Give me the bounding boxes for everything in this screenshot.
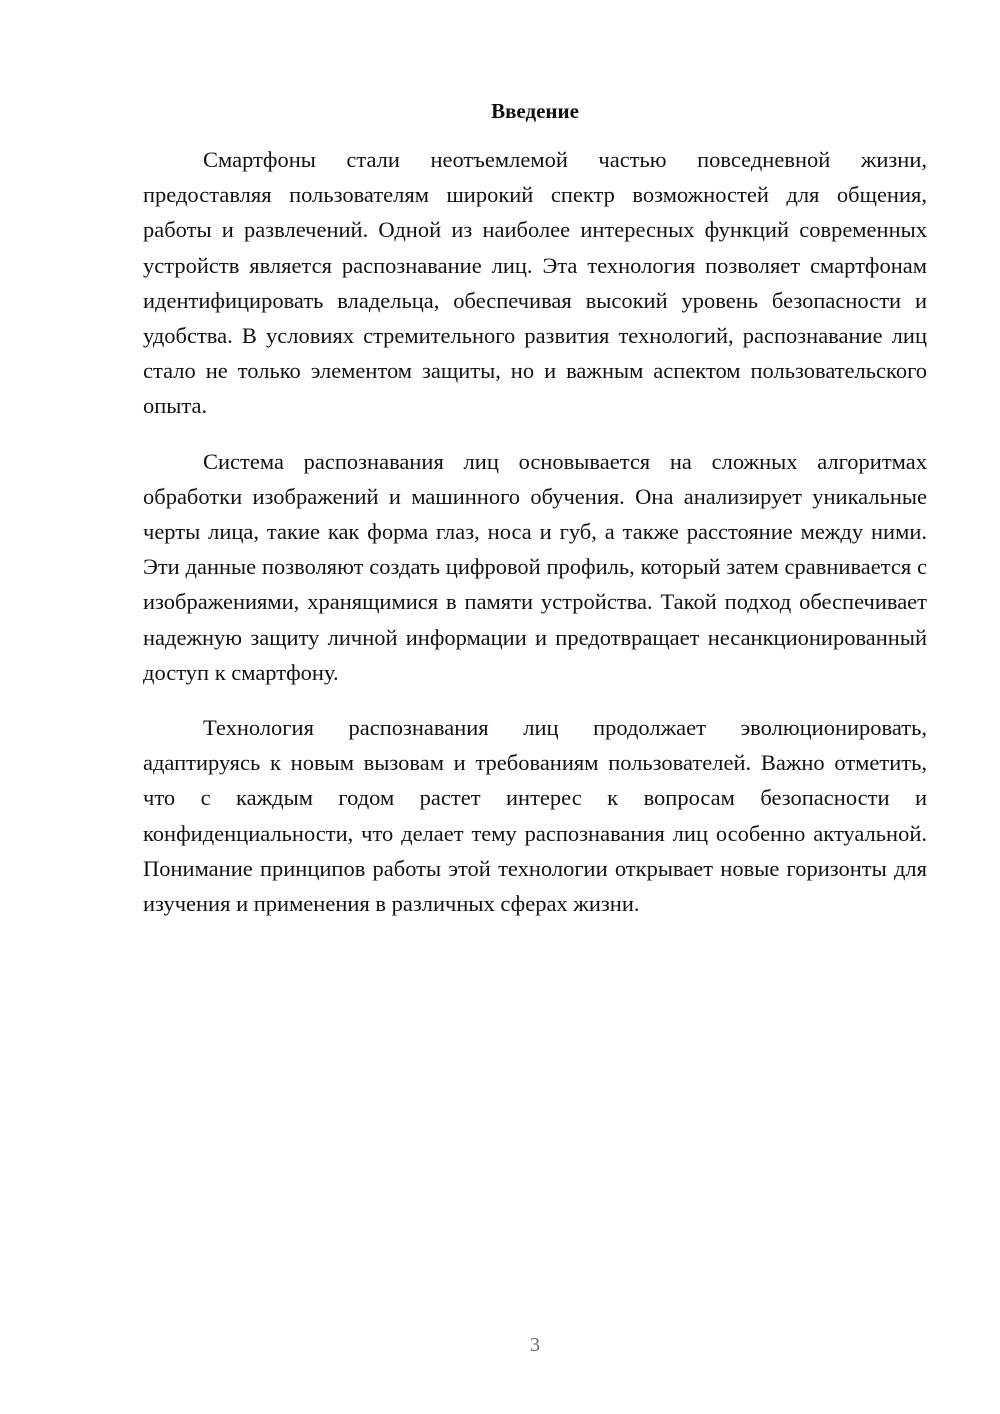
page-number: 3: [530, 1334, 540, 1356]
document-body: [143, 142, 927, 941]
paragraph-evolution: Технология распознавания лиц продолжает эволюционировать, адаптируясь к новым вызовам и требованиям пользователей. Важно отметить, что с каждым годом растет интерес к вопросам безопасности и конфиденциальности, что делает тему распознавания лиц особенно актуальной. Понимание принципов работы этой технологии открывает новые горизонты для изучения и применения в различных сферах жизни.: [143, 715, 927, 917]
paragraph-system: Система распознавания лиц основывается на сложных алгоритмах обработки изображений и машинного обучения. Она анализирует уникальные черты лица, такие как форма глаз, носа и губ, а также расстояние между ними. Эти данные позволяют создать цифровой профиль, который затем сравнивается с изображениями, хранящимися в памяти устройства. Такой подход обеспечивает надежную защиту личной информации и предотвращает несанкционированный доступ к смартфону.: [143, 448, 927, 685]
section-heading: Введение: [491, 99, 579, 123]
paragraph-intro: Смартфоны стали неотъемлемой частью повседневной жизни, предоставляя пользователям широкий спектр возможностей для общения, работы и развлечений. Одной из наиболее интересных функций современных устройств является распознавание лиц. Эта технология позволяет смартфонам идентифицировать владельца, обеспечивая высокий уровень безопасности и удобства. В условиях стремительного развития технологий, распознавание лиц стало не только элементом защиты, но и важным аспектом пользовательского опыта.: [143, 147, 927, 419]
